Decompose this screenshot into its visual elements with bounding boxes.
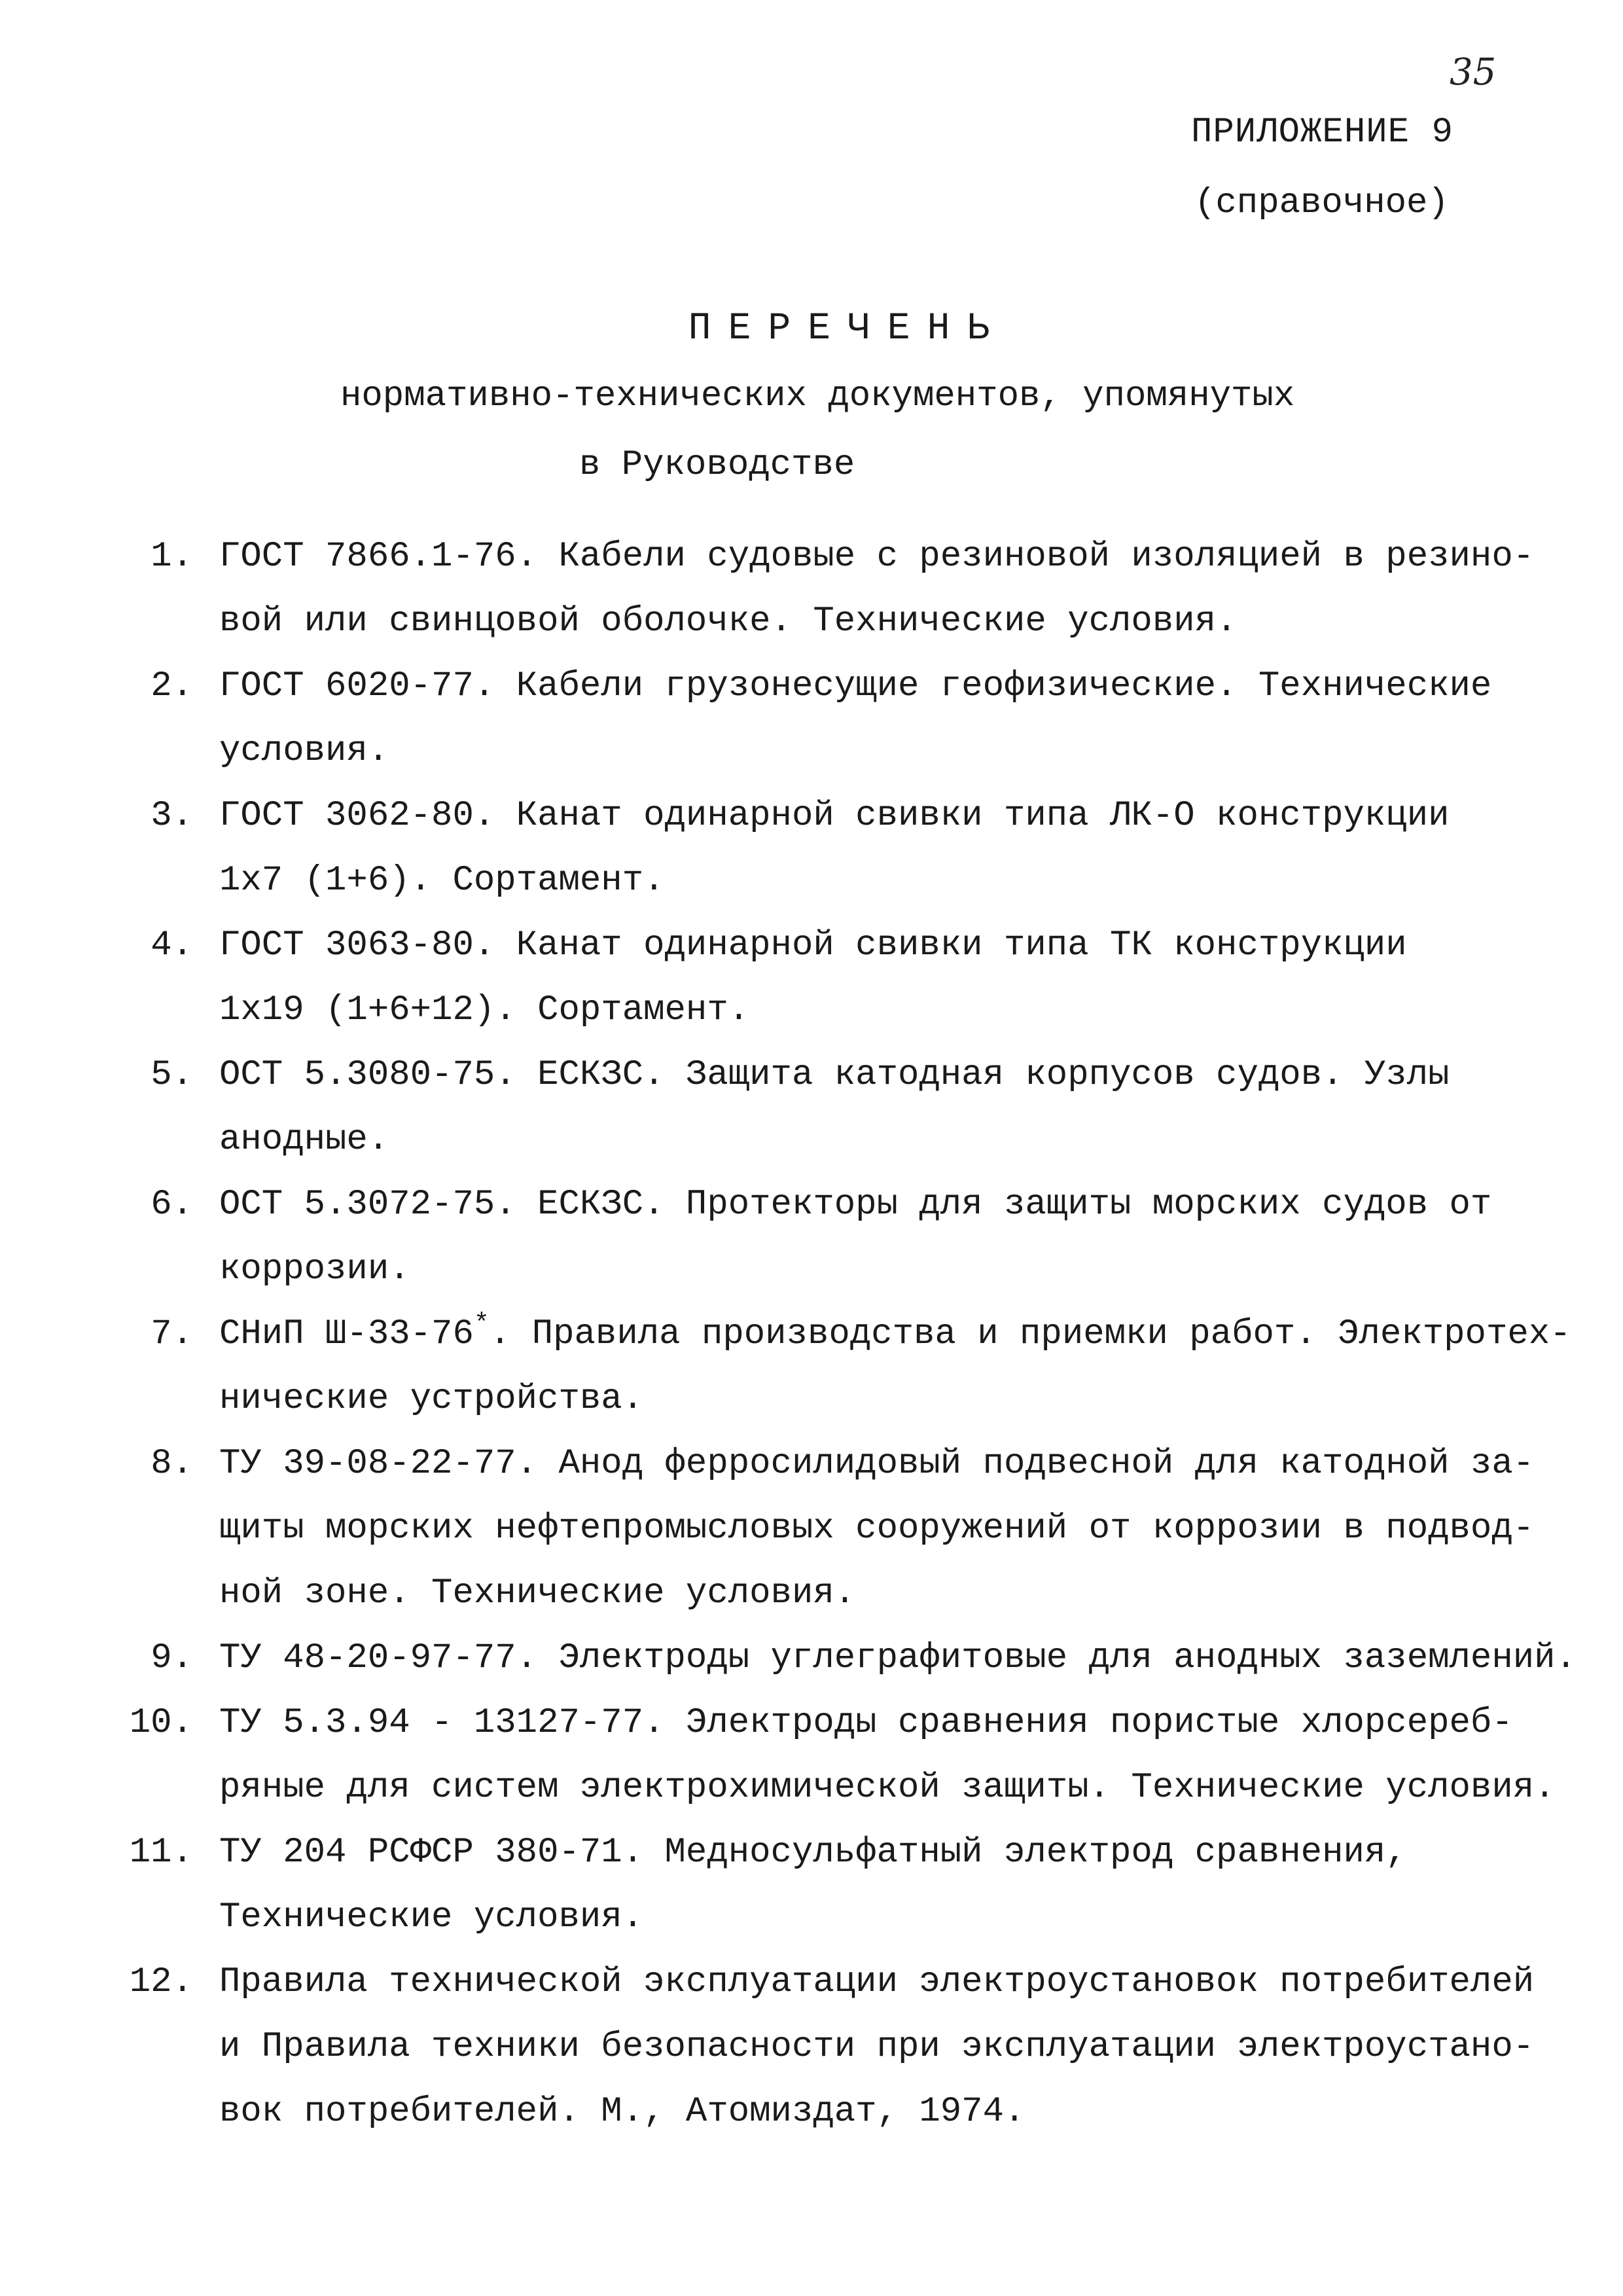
list-item-line: условия.	[219, 731, 389, 771]
list-item-line: и Правила техники безопасности при эксплуатации электроустано-	[219, 2027, 1535, 2067]
list-item-line: ГОСТ 3063-80. Канат одинарной свивки типа ТК конструкции	[219, 925, 1407, 965]
list-item-line: Технические условия.	[219, 1897, 644, 1937]
list-item-number: 3.	[151, 796, 193, 836]
list-item-line: 1x19 (1+6+12). Сортамент.	[219, 990, 750, 1030]
page-title: ПЕРЕЧЕНЬ	[688, 308, 1007, 350]
subtitle-line-1: нормативно-технических документов, упомянутых	[340, 376, 1295, 416]
appendix-note: (справочное)	[1194, 183, 1449, 223]
list-item-code: СНиП Ш-33-76	[219, 1314, 474, 1354]
list-item-number: 5.	[151, 1055, 193, 1095]
footnote-mark: *	[473, 1310, 490, 1339]
list-item-number: 10.	[129, 1703, 193, 1743]
list-item-line: ГОСТ 3062-80. Канат одинарной свивки типа ЛК-О конструкции	[219, 796, 1450, 836]
list-item-line: нические устройства.	[219, 1379, 644, 1419]
list-item-number: 8.	[151, 1444, 193, 1484]
list-item-line: ной зоне. Технические условия.	[219, 1573, 856, 1613]
list-item-line: ГОСТ 7866.1-76. Кабели судовые с резиновой изоляцией в резино-	[219, 537, 1535, 577]
page-number: 35	[1450, 51, 1497, 94]
list-item-number: 6.	[151, 1185, 193, 1225]
list-item-line	[219, 1310, 1571, 1354]
list-item-line: ТУ 204 РСФСР 380-71. Медносульфатный электрод сравнения,	[219, 1833, 1407, 1873]
appendix-label: ПРИЛОЖЕНИЕ 9	[1191, 113, 1454, 152]
list-item-number: 1.	[151, 537, 193, 577]
list-item-number: 7.	[151, 1314, 193, 1354]
list-item-line: ОСТ 5.3080-75. ЕСКЗС. Защита катодная корпусов судов. Узлы	[219, 1055, 1450, 1095]
list-item-line: 1x7 (1+6). Сортамент.	[219, 861, 665, 901]
list-item-line: ТУ 5.3.94 - 13127-77. Электроды сравнения пористые хлорсереб-	[219, 1703, 1513, 1743]
list-item-line: ТУ 48-20-97-77. Электроды углеграфитовые для анодных заземлений.	[219, 1638, 1577, 1678]
list-item-line: щиты морских нефтепромысловых сооружений от коррозии в подвод-	[219, 1509, 1535, 1549]
list-item-line: Правила технической эксплуатации электроустановок потребителей	[219, 1962, 1535, 2002]
list-item-line: ОСТ 5.3072-75. ЕСКЗС. Протекторы для защиты морских судов от	[219, 1185, 1492, 1225]
list-item-line: вой или свинцовой оболочке. Технические условия.	[219, 601, 1238, 641]
list-item-line: ряные для систем электрохимической защиты. Технические условия.	[219, 1768, 1556, 1808]
list-item-line: ТУ 39-08-22-77. Анод ферросилидовый подвесной для катодной за-	[219, 1444, 1535, 1484]
list-item-text: . Правила производства и приемки работ. Электротех-	[489, 1314, 1571, 1354]
list-item-number: 12.	[129, 1962, 193, 2002]
list-item-number: 9.	[151, 1638, 193, 1678]
list-item-line: ГОСТ 6020-77. Кабели грузонесущие геофизические. Технические	[219, 666, 1492, 706]
list-item-line: вок потребителей. М., Атомиздат, 1974.	[219, 2092, 1026, 2132]
list-item-number: 2.	[151, 666, 193, 706]
list-item-line: коррозии.	[219, 1249, 410, 1289]
list-item-line: анодные.	[219, 1120, 389, 1160]
list-item-number: 11.	[129, 1833, 193, 1873]
subtitle-line-2: в Руководстве	[579, 445, 855, 485]
list-item-number: 4.	[151, 925, 193, 965]
